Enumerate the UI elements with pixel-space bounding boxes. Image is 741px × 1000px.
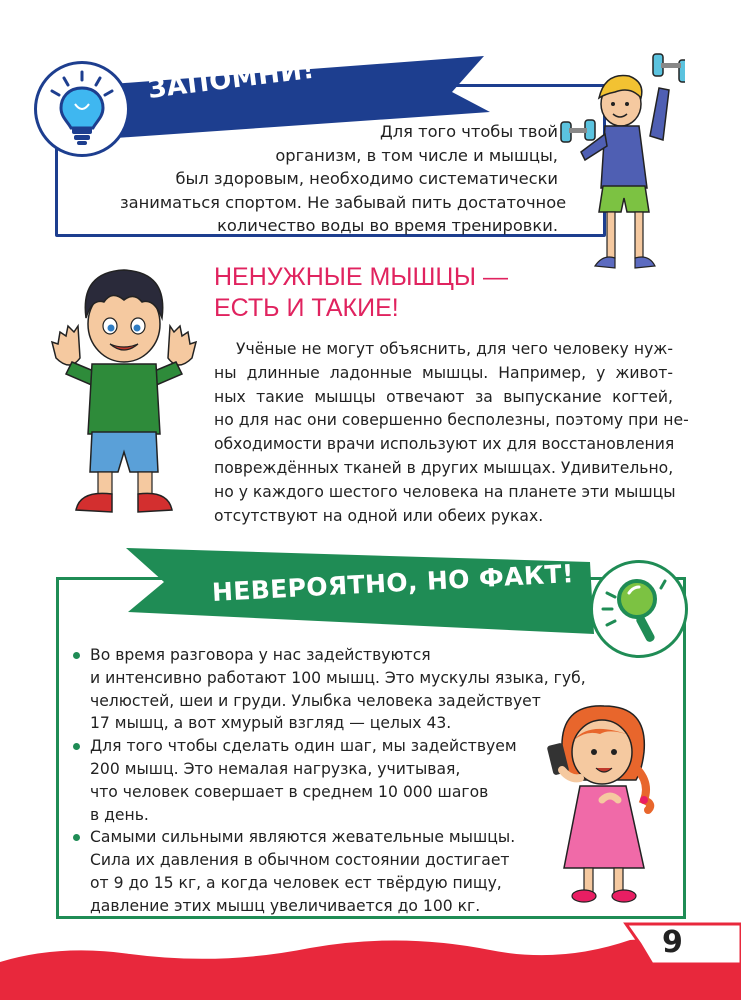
- page-number: 9: [662, 925, 683, 960]
- paragraph-line: но у каждого шестого человека на планете эти мышцы: [214, 482, 676, 501]
- footer-wave: [0, 920, 741, 1000]
- remember-line: количество воды во время тренировки.: [217, 216, 558, 235]
- fact-item: [72, 644, 592, 735]
- remember-line: Для того чтобы твой: [380, 122, 558, 141]
- bullet-icon: [73, 652, 80, 659]
- bullet-icon: [73, 743, 80, 750]
- paragraph-line: повреждённых тканей в других мышцах. Удивительно,: [214, 458, 674, 477]
- section-heading: [214, 262, 508, 324]
- heading-line: ЕСТЬ И ТАКИЕ!: [214, 294, 399, 322]
- lightbulb-icon: [37, 64, 127, 154]
- fact-line: Сила их давления в обычном состоянии достигает: [90, 851, 510, 870]
- fact-line: 200 мышц. Это немалая нагрузка, учитывая,: [90, 759, 461, 778]
- paragraph-line: отсутствуют на одной или обеих руках.: [214, 506, 544, 525]
- girl-phone-illustration: [540, 700, 665, 910]
- fact-line: 17 мышц, а вот хмурый взгляд — целых 43.: [90, 714, 452, 733]
- remember-line: организм, в том числе и мышцы,: [275, 145, 558, 165]
- paragraph-line: Учёные не могут объяснить, для чего человеку нуж-: [236, 340, 673, 358]
- fact-line: Самыми сильными являются жевательные мышцы.: [90, 828, 516, 847]
- paragraph-line: ных такие мышцы отвечают за выпускание когтей,: [214, 387, 673, 406]
- fact-line: Для того чтобы сделать один шаг, мы задействуем: [90, 737, 517, 756]
- magnifier-icon: [593, 563, 685, 655]
- fact-line: и интенсивно работают 100 мышц. Это мускулы языка, губ,: [90, 668, 586, 687]
- heading-line: НЕНУЖНЫЕ МЫШЦЫ —: [214, 263, 508, 291]
- fact-line: челюстей, шеи и груди. Улыбка человека задействует: [90, 691, 541, 710]
- fact-line: давление этих мышц увеличивается до 100 кг.: [90, 896, 481, 915]
- muscle-paragraph: [214, 338, 689, 528]
- fact-title: НЕВЕРОЯТНО, НО ФАКТ!: [211, 559, 575, 607]
- boy-waving-illustration: [50, 262, 198, 520]
- bullet-icon: [73, 834, 80, 841]
- paragraph-line: но для нас они совершенно бесполезны, поэтому при не-: [214, 411, 689, 430]
- paragraph-line: ны длинные ладонные мышцы. Например, у живот-: [214, 363, 673, 382]
- remember-line: заниматься спортом. Не забывай пить достаточное: [120, 192, 567, 212]
- fact-item: [72, 735, 592, 826]
- remember-title: ЗАПОМНИ!: [146, 54, 317, 105]
- fact-line: Во время разговора у нас задействуются: [90, 646, 431, 664]
- fact-line: в день.: [90, 805, 149, 824]
- remember-line: был здоровым, необходимо систематически: [175, 169, 558, 188]
- fact-line: что человек совершает в среднем 10 000 шагов: [90, 782, 489, 801]
- fact-line: от 9 до 15 кг, а когда человек ест твёрдую пищу,: [90, 873, 502, 892]
- remember-text: [120, 120, 567, 238]
- magnifier-badge: [590, 560, 688, 658]
- paragraph-line: обходимости врачи используют их для восстановления: [214, 435, 675, 454]
- boy-dumbbells-illustration: [555, 48, 685, 274]
- lightbulb-badge: [34, 61, 130, 157]
- fact-list: [72, 644, 592, 918]
- fact-item: [72, 826, 592, 917]
